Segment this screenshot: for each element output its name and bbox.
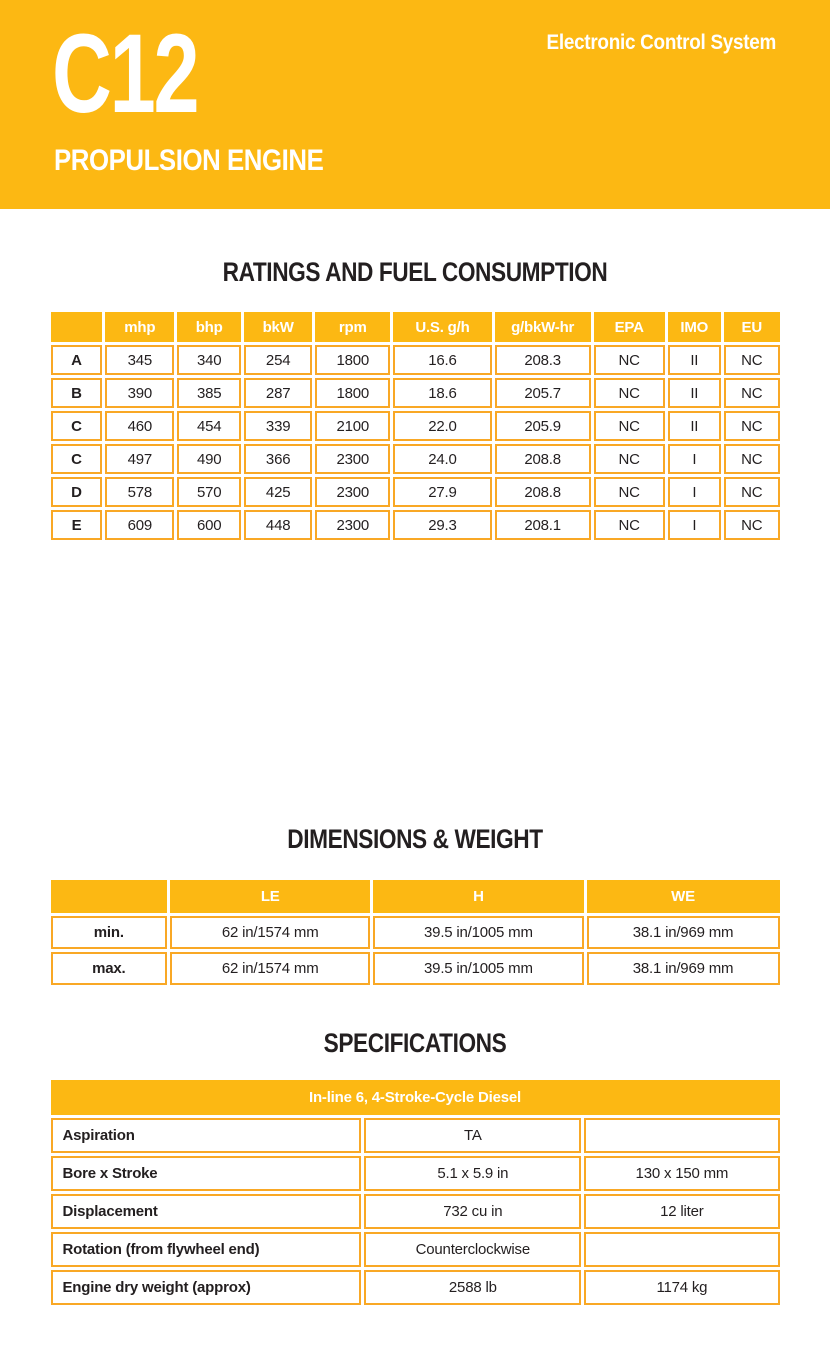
specifications-table	[48, 1077, 783, 1308]
table-row	[51, 510, 780, 540]
data-cell: 609	[105, 510, 174, 540]
data-cell: NC	[724, 378, 780, 408]
data-cell: NC	[594, 510, 665, 540]
data-cell: 130 x 150 mm	[584, 1156, 779, 1191]
data-cell: 38.1 in/969 mm	[587, 916, 780, 949]
table-row	[51, 345, 780, 375]
table-header-row	[51, 1080, 780, 1115]
data-cell: 448	[244, 510, 312, 540]
data-cell: 1800	[315, 378, 390, 408]
data-cell: NC	[594, 477, 665, 507]
data-cell: 390	[105, 378, 174, 408]
spec-sheet-body	[0, 256, 830, 1308]
data-cell: NC	[724, 411, 780, 441]
table-row	[51, 1118, 780, 1153]
data-cell: 208.8	[495, 444, 591, 474]
data-cell: 39.5 in/1005 mm	[373, 952, 583, 985]
column-header: LE	[170, 880, 370, 913]
table-row	[51, 952, 780, 985]
data-cell: 490	[177, 444, 241, 474]
engine-model-title: C12	[52, 11, 198, 136]
data-cell: 2300	[315, 444, 390, 474]
data-cell: 208.1	[495, 510, 591, 540]
data-cell: 425	[244, 477, 312, 507]
data-cell: 2588 lb	[364, 1270, 581, 1305]
data-cell: 2100	[315, 411, 390, 441]
data-cell: 22.0	[393, 411, 491, 441]
column-header: bhp	[177, 312, 241, 342]
data-cell: 2300	[315, 510, 390, 540]
table-row	[51, 477, 780, 507]
column-header: H	[373, 880, 583, 913]
data-cell: NC	[724, 477, 780, 507]
table-row	[51, 1270, 780, 1305]
data-cell: 570	[177, 477, 241, 507]
data-cell: 1800	[315, 345, 390, 375]
column-header: WE	[587, 880, 780, 913]
data-cell: 38.1 in/969 mm	[587, 952, 780, 985]
propulsion-engine-subtitle: PROPULSION ENGINE	[54, 144, 324, 177]
table-row	[51, 1194, 780, 1229]
table-header-row	[51, 312, 780, 342]
table-row	[51, 378, 780, 408]
data-cell: 24.0	[393, 444, 491, 474]
data-cell: 460	[105, 411, 174, 441]
header-banner	[0, 0, 830, 209]
data-cell: 497	[105, 444, 174, 474]
data-cell: I	[668, 444, 721, 474]
column-header: U.S. g/h	[393, 312, 491, 342]
column-header: EU	[724, 312, 780, 342]
data-cell: 12 liter	[584, 1194, 779, 1229]
row-header-cell: Engine dry weight (approx)	[51, 1270, 362, 1305]
data-cell: 39.5 in/1005 mm	[373, 916, 583, 949]
column-header: EPA	[594, 312, 665, 342]
column-header-blank	[51, 880, 168, 913]
data-cell: I	[668, 477, 721, 507]
data-cell: 600	[177, 510, 241, 540]
column-header: rpm	[315, 312, 390, 342]
specifications-section-title: SPECIFICATIONS	[323, 1028, 507, 1058]
data-cell: 345	[105, 345, 174, 375]
data-cell: 254	[244, 345, 312, 375]
data-cell: 205.9	[495, 411, 591, 441]
row-header-cell: min.	[51, 916, 168, 949]
data-cell: 385	[177, 378, 241, 408]
row-header-cell: Bore x Stroke	[51, 1156, 362, 1191]
data-cell: II	[668, 411, 721, 441]
data-cell: 29.3	[393, 510, 491, 540]
table-row	[51, 916, 780, 949]
data-cell: 339	[244, 411, 312, 441]
column-header: g/bkW-hr	[495, 312, 591, 342]
data-cell: 1174 kg	[584, 1270, 779, 1305]
data-cell: II	[668, 378, 721, 408]
data-cell: NC	[724, 510, 780, 540]
data-cell: NC	[724, 444, 780, 474]
ratings-section-title: RATINGS AND FUEL CONSUMPTION	[222, 257, 608, 287]
table-row	[51, 444, 780, 474]
data-cell: 27.9	[393, 477, 491, 507]
data-cell: 2300	[315, 477, 390, 507]
data-cell: 454	[177, 411, 241, 441]
row-header-cell: A	[51, 345, 103, 375]
data-cell: NC	[724, 345, 780, 375]
column-header: mhp	[105, 312, 174, 342]
data-cell: 62 in/1574 mm	[170, 952, 370, 985]
data-cell	[584, 1118, 779, 1153]
column-header: bkW	[244, 312, 312, 342]
data-cell: NC	[594, 345, 665, 375]
data-cell: 340	[177, 345, 241, 375]
data-cell	[584, 1232, 779, 1267]
row-header-cell: B	[51, 378, 103, 408]
data-cell: 5.1 x 5.9 in	[364, 1156, 581, 1191]
data-cell: II	[668, 345, 721, 375]
data-cell: 732 cu in	[364, 1194, 581, 1229]
row-header-cell: Aspiration	[51, 1118, 362, 1153]
table-header-row	[51, 880, 780, 913]
data-cell: Counterclockwise	[364, 1232, 581, 1267]
row-header-cell: max.	[51, 952, 168, 985]
column-header-blank	[51, 312, 103, 342]
data-cell: TA	[364, 1118, 581, 1153]
data-cell: 62 in/1574 mm	[170, 916, 370, 949]
dimensions-section-title: DIMENSIONS & WEIGHT	[287, 824, 543, 854]
table-row	[51, 1232, 780, 1267]
data-cell: NC	[594, 411, 665, 441]
row-header-cell: C	[51, 411, 103, 441]
data-cell: NC	[594, 444, 665, 474]
ratings-table	[48, 309, 783, 543]
data-cell: 208.8	[495, 477, 591, 507]
data-cell: 16.6	[393, 345, 491, 375]
table-row	[51, 1156, 780, 1191]
row-header-cell: C	[51, 444, 103, 474]
data-cell: 287	[244, 378, 312, 408]
column-header: IMO	[668, 312, 721, 342]
data-cell: 578	[105, 477, 174, 507]
data-cell: I	[668, 510, 721, 540]
data-cell: 18.6	[393, 378, 491, 408]
data-cell: 205.7	[495, 378, 591, 408]
table-group-header: In-line 6, 4-Stroke-Cycle Diesel	[51, 1080, 780, 1115]
data-cell: 366	[244, 444, 312, 474]
row-header-cell: E	[51, 510, 103, 540]
dimensions-table	[48, 877, 783, 988]
row-header-cell: Displacement	[51, 1194, 362, 1229]
table-row	[51, 411, 780, 441]
data-cell: 208.3	[495, 345, 591, 375]
data-cell: NC	[594, 378, 665, 408]
row-header-cell: D	[51, 477, 103, 507]
electronic-control-system-label: Electronic Control System	[546, 31, 776, 54]
row-header-cell: Rotation (from flywheel end)	[51, 1232, 362, 1267]
